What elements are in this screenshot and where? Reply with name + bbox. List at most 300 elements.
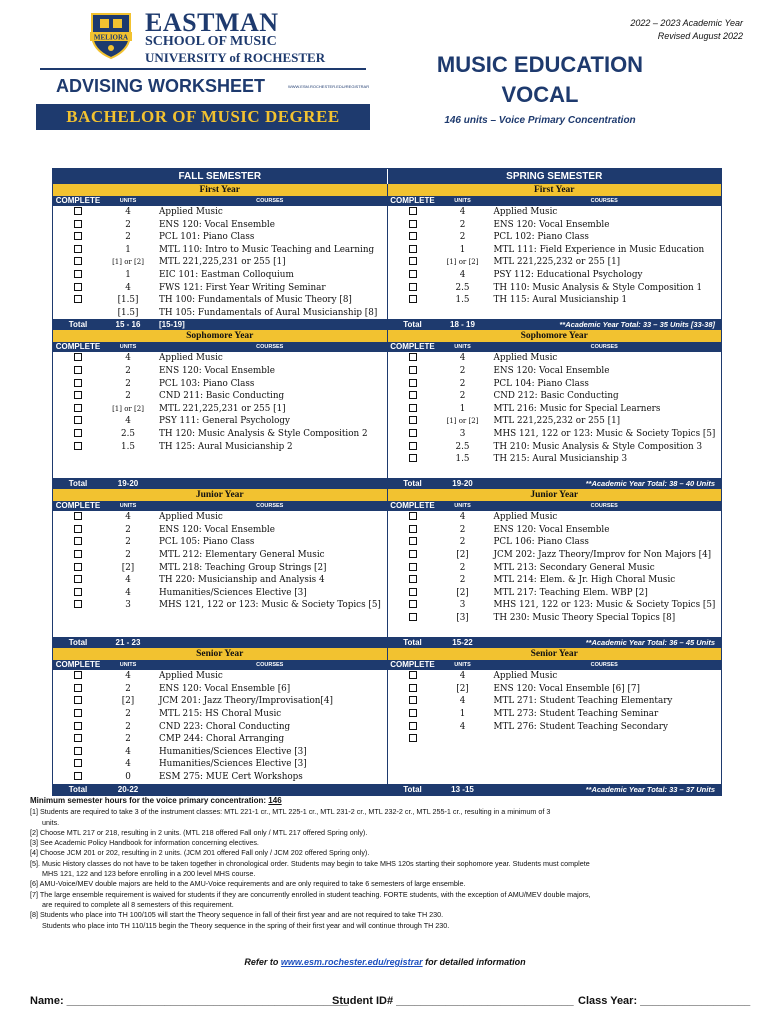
course-row [388,294,722,307]
course-row [53,256,387,269]
complete-checkbox[interactable] [74,671,82,679]
complete-cell [388,428,438,441]
complete-checkbox[interactable] [74,257,82,265]
complete-cell [388,536,438,549]
complete-cell [388,721,438,734]
complete-checkbox[interactable] [409,537,417,545]
course-units: 1.5 [455,295,470,306]
course-units: 2 [125,537,131,548]
course-units: [1] or [2] [446,417,479,426]
total-label: Total [68,320,88,330]
complete-cell [53,282,103,295]
course-name: MTL 273: Student Teaching Seminar [493,709,659,719]
col-units-header: UNITS [454,503,471,510]
course-name: MHS 121, 122 or 123: Music & Society Topics [5] [159,600,381,611]
total-label: Total [403,320,422,330]
year-block [53,330,721,489]
student-id-field[interactable]: Student ID# _____________________________ [332,995,574,1007]
complete-checkbox[interactable] [409,684,417,692]
year-header: Senior Year [388,648,722,660]
complete-checkbox[interactable] [409,525,417,533]
course-units [438,771,488,784]
course-units: 2 [125,378,131,389]
total-label: Total [403,784,422,794]
footnotes [30,796,750,931]
complete-checkbox[interactable] [74,588,82,596]
course-units: 2.5 [121,428,135,439]
total-note: **Academic Year Total: 38 – 40 Units [585,479,715,489]
complete-cell [388,453,438,466]
course-units: 1 [125,269,131,280]
total-note [153,637,387,648]
complete-checkbox[interactable] [409,454,417,462]
course-units: 2.5 [455,441,470,452]
footnote-line: [6] AMU-Voice/MEV double majors are held to the AMU-Voice requirements and are only required to take 6 semesters of large ensemble. [30,879,466,889]
course-name: MTL 271: Student Teaching Elementary [493,696,673,707]
column-header [388,660,722,670]
complete-checkbox[interactable] [409,613,417,621]
total-row [53,637,387,648]
footnote-line: [8] Students who place into TH 100/105 will start the Theory sequence in fall of their first year and are not required to take TH 230. [30,910,444,920]
complete-cell [53,244,103,257]
course-name: ESM 275: MUE Cert Workshops [159,771,303,782]
footnote-line: [4] Choose JCM 201 or 202, resulting in 2 units. (JCM 201 offered Fall only / JCM 202 offered Spring only). [30,848,370,858]
complete-checkbox[interactable] [409,353,417,361]
complete-checkbox[interactable] [74,353,82,361]
course-row [388,415,722,428]
complete-checkbox[interactable] [409,391,417,399]
course-units: 4 [125,671,131,682]
complete-cell [53,536,103,549]
course-row [388,625,722,638]
course-row [53,428,387,441]
course-name: PCL 103: Piano Class [159,378,255,389]
complete-checkbox[interactable] [409,232,417,240]
course-name: CMP 244: Choral Arranging [159,734,285,745]
complete-checkbox[interactable] [74,220,82,228]
complete-checkbox[interactable] [409,512,417,520]
complete-checkbox[interactable] [74,709,82,717]
year-header: Sophomore Year [388,330,722,342]
total-units: 15-22 [452,638,473,648]
course-units: 2 [125,232,131,243]
course-grid [52,168,722,796]
fall-column [53,330,387,489]
complete-cell [388,612,438,625]
complete-checkbox[interactable] [74,512,82,520]
course-row [388,670,722,683]
course-units: 4 [125,587,131,598]
course-name: ENS 120: Vocal Ensemble [493,524,610,535]
col-complete-header: COMPLETE [55,501,101,511]
complete-checkbox[interactable] [74,563,82,571]
course-row [388,708,722,721]
col-complete-header: COMPLETE [390,342,435,352]
complete-checkbox[interactable] [409,207,417,215]
complete-checkbox[interactable] [409,379,417,387]
total-note: **Academic Year Total: 33 – 37 Units [585,784,715,794]
eastman-shield-logo [86,10,136,60]
course-row [388,511,722,524]
course-name: Applied Music [493,671,558,682]
course-units: 2 [125,365,131,376]
course-row [53,549,387,562]
course-units: 3 [459,428,466,439]
complete-checkbox[interactable] [74,283,82,291]
complete-checkbox[interactable] [409,442,417,450]
year-block [53,489,721,648]
total-note [153,478,387,489]
col-units-header: UNITS [454,344,471,351]
complete-cell [53,453,103,466]
complete-checkbox[interactable] [74,684,82,692]
column-header [388,196,722,206]
complete-checkbox[interactable] [409,283,417,291]
complete-checkbox[interactable] [74,379,82,387]
course-name: TH 125: Aural Musicianship 2 [159,441,293,452]
complete-checkbox[interactable] [74,575,82,583]
course-units [438,466,488,479]
complete-checkbox[interactable] [74,442,82,450]
course-units: [1] or [2] [112,404,144,413]
course-name: ENS 120: Vocal Ensemble [159,524,275,535]
complete-cell [388,587,438,600]
course-row [53,231,387,244]
complete-checkbox[interactable] [409,671,417,679]
course-row [388,219,722,232]
complete-cell [53,771,103,784]
complete-cell [388,219,438,232]
col-courses-header: COURSES [590,662,618,669]
complete-cell [388,378,438,391]
complete-checkbox[interactable] [409,696,417,704]
year-block [53,184,721,330]
col-courses-header: COURSES [590,344,618,351]
total-row [388,637,722,648]
complete-checkbox[interactable] [74,366,82,374]
fall-semester-label: FALL SEMESTER [178,171,262,182]
course-units: 4 [125,746,131,757]
complete-cell [388,206,438,219]
course-row [388,771,722,784]
complete-cell [388,683,438,696]
complete-checkbox[interactable] [409,366,417,374]
course-name: ENS 120: Vocal Ensemble [159,219,275,230]
spring-column [387,489,722,648]
complete-cell [53,683,103,696]
course-name [488,771,722,784]
complete-cell [388,365,438,378]
course-units: 2 [125,524,131,535]
complete-checkbox[interactable] [74,232,82,240]
course-units: 2 [459,575,466,586]
complete-checkbox[interactable] [409,722,417,730]
course-row [388,536,722,549]
complete-checkbox[interactable] [74,734,82,742]
course-name: CND 223: Choral Conducting [159,721,291,732]
complete-checkbox[interactable] [74,391,82,399]
course-row [388,307,722,320]
course-name: MTL 213: Secondary General Music [493,562,655,573]
course-name [488,758,722,771]
complete-checkbox[interactable] [409,429,417,437]
course-name [153,453,387,466]
course-row [388,390,722,403]
course-units: [1.5] [117,295,139,306]
course-row [53,708,387,721]
course-units: 4 [125,282,131,293]
col-units-header: UNITS [119,344,137,351]
course-name: MTL 221,225,232 or 255 [1] [493,416,621,427]
complete-cell [53,307,103,320]
course-name: Applied Music [159,512,223,523]
total-label: Total [68,784,88,794]
complete-cell [53,219,103,232]
course-units: 2 [459,365,466,376]
course-name [488,746,722,759]
course-row [388,378,722,391]
min-hours-value: 146 [268,796,282,805]
course-units: 3 [125,600,131,611]
course-name: ENS 120: Vocal Ensemble [493,365,610,376]
name-field[interactable]: Name: ______________________________________________ [30,995,349,1007]
course-name: Applied Music [493,353,558,364]
course-name: MTL 216: Music for Special Learners [493,403,661,414]
complete-checkbox[interactable] [74,747,82,755]
complete-cell [388,708,438,721]
complete-checkbox[interactable] [74,772,82,780]
col-courses-header: COURSES [256,198,284,204]
complete-cell [388,390,438,403]
complete-checkbox[interactable] [409,257,417,265]
course-units: 1.5 [455,454,470,465]
course-row [388,428,722,441]
col-units-header: UNITS [119,503,137,510]
course-name: FWS 121: First Year Writing Seminar [159,282,326,293]
complete-checkbox[interactable] [409,404,417,412]
complete-checkbox[interactable] [74,696,82,704]
col-complete-header: COMPLETE [55,196,101,205]
complete-checkbox[interactable] [409,588,417,596]
course-units: 1 [459,244,466,255]
column-header [53,660,387,670]
column-header [53,196,387,206]
course-row [388,269,722,282]
complete-checkbox[interactable] [74,207,82,215]
year-header: Sophomore Year [53,330,387,342]
course-units [438,733,488,746]
year-block [53,648,721,794]
complete-cell [388,574,438,587]
complete-cell [388,282,438,295]
complete-checkbox[interactable] [74,600,82,608]
course-row [53,612,387,625]
complete-checkbox[interactable] [74,416,82,424]
col-units-header: UNITS [454,198,471,204]
course-row [388,683,722,696]
course-units: 1 [459,403,466,414]
course-row [388,733,722,746]
course-name: MTL 212: Elementary General Music [159,550,325,561]
complete-cell [53,562,103,575]
year-header: Senior Year [53,648,387,660]
course-name: ENS 120: Vocal Ensemble [493,219,610,230]
total-units: 13 -15 [451,784,474,794]
complete-checkbox[interactable] [74,245,82,253]
complete-cell [388,746,438,759]
year-header: First Year [53,184,387,196]
course-row [53,269,387,282]
course-name: Humanities/Sciences Elective [3] [159,759,307,770]
complete-checkbox[interactable] [74,759,82,767]
complete-cell [388,625,438,638]
footnote-line: [3] See Academic Policy Handbook for information concerning electives. [30,838,259,848]
course-units: 2 [125,734,131,745]
program-units: 146 units – Voice Primary Concentration [444,115,636,126]
course-name: TH 115: Aural Musicianship 1 [493,295,628,306]
revised-date: Revised August 2022 [657,31,743,41]
complete-cell [53,365,103,378]
course-units: 0 [125,771,131,782]
course-row [388,244,722,257]
course-name [153,612,387,625]
total-row [53,478,387,489]
course-units: 4 [459,269,466,280]
complete-checkbox[interactable] [409,270,417,278]
course-row [388,231,722,244]
complete-checkbox[interactable] [409,709,417,717]
course-row [53,466,387,479]
course-row [388,365,722,378]
university-name: UNIVERSITY of ROCHESTER [145,50,326,65]
course-name: Applied Music [159,207,223,217]
course-row [53,378,387,391]
complete-cell [53,466,103,479]
course-units: 2 [459,537,466,548]
degree-banner: BACHELOR OF MUSIC DEGREE [36,104,370,130]
course-row [53,511,387,524]
course-row [53,441,387,454]
complete-cell [53,256,103,269]
column-header [53,501,387,511]
total-note [153,784,387,795]
course-units [438,625,488,638]
complete-checkbox[interactable] [409,563,417,571]
course-row [388,599,722,612]
complete-cell [388,733,438,746]
complete-checkbox[interactable] [74,270,82,278]
course-row [388,453,722,466]
course-units [103,625,153,638]
course-name: PCL 104: Piano Class [493,378,589,389]
col-complete-header: COMPLETE [390,501,435,511]
total-label: Total [68,479,88,489]
course-row [53,599,387,612]
complete-checkbox[interactable] [409,220,417,228]
course-row [53,219,387,232]
course-name: TH 230: Music Theory Special Topics [8] [493,613,676,624]
course-name: MTL 110: Intro to Music Teaching and Learning [159,244,375,255]
course-units: 2 [125,550,131,561]
spring-column [387,648,722,794]
complete-cell [388,670,438,683]
course-row [388,206,722,219]
course-units: 1 [125,244,131,255]
course-units: [2] [121,562,135,573]
col-courses-header: COURSES [256,503,284,510]
course-units: 1.5 [121,441,135,452]
course-row [388,587,722,600]
course-row [53,695,387,708]
complete-checkbox[interactable] [74,722,82,730]
year-header: Junior Year [388,489,722,501]
complete-checkbox[interactable] [409,416,417,424]
complete-cell [388,524,438,537]
complete-checkbox[interactable] [74,525,82,533]
complete-cell [53,587,103,600]
complete-checkbox[interactable] [409,245,417,253]
total-units: 15 - 16 [115,320,141,330]
complete-cell [53,746,103,759]
complete-checkbox[interactable] [74,295,82,303]
total-units: 20-22 [117,784,139,794]
total-row [388,478,722,489]
course-units: [1.5] [117,307,139,318]
complete-checkbox[interactable] [409,550,417,558]
course-name: TH 220: Musicianship and Analysis 4 [159,575,325,586]
registrar-link[interactable]: www.esm.rochester.edu/registrar [280,957,423,967]
complete-cell [388,231,438,244]
col-units-header: UNITS [119,198,137,204]
course-row [53,670,387,683]
total-label: Total [403,638,422,648]
school-subname: SCHOOL OF MUSIC [145,34,277,49]
course-name: PSY 112: Educational Psychology [493,269,643,280]
complete-checkbox[interactable] [409,575,417,583]
complete-cell [53,670,103,683]
complete-checkbox[interactable] [74,537,82,545]
course-name: TH 210: Music Analysis & Style Composition 3 [493,441,703,452]
course-units: 2 [459,562,466,573]
course-name [153,625,387,638]
course-name: TH 110: Music Analysis & Style Composition 1 [493,282,703,293]
course-name [488,466,722,479]
course-name: MTL 218: Teaching Group Strings [2] [159,562,327,573]
complete-cell [53,511,103,524]
class-year-field[interactable]: Class Year: __________________ [578,995,751,1007]
complete-cell [388,403,438,416]
course-units: [2] [456,587,469,598]
complete-checkbox[interactable] [409,600,417,608]
total-row [53,784,387,795]
course-row [53,746,387,759]
fall-column [53,184,387,330]
complete-checkbox[interactable] [409,295,417,303]
course-name: PCL 105: Piano Class [159,537,255,548]
complete-checkbox[interactable] [74,550,82,558]
semester-header [53,169,721,184]
complete-cell [388,269,438,282]
complete-checkbox[interactable] [74,404,82,412]
complete-checkbox[interactable] [409,734,417,742]
course-name: MTL 221,225,232 or 255 [1] [493,257,621,268]
course-row [388,466,722,479]
min-hours-label: Minimum semester hours for the voice primary concentration: [30,796,267,805]
total-note: **Academic Year Total: 36 – 45 Units [585,638,715,648]
complete-cell [53,549,103,562]
course-row [388,574,722,587]
complete-checkbox[interactable] [74,429,82,437]
